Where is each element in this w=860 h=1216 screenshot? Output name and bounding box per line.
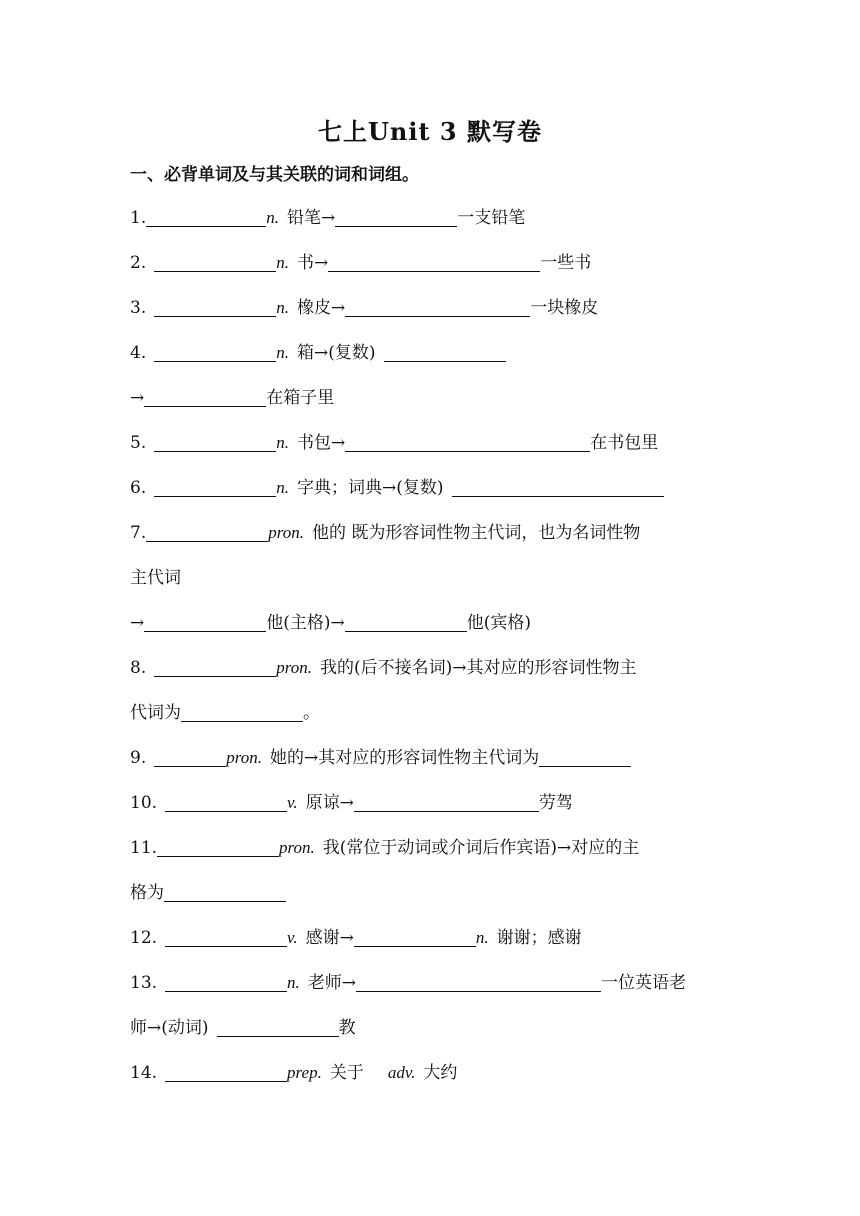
item-meaning: 关于 [329,1063,364,1083]
page-title: 七上Unit 3 默写卷 [318,117,542,146]
item-2 [130,250,591,276]
item-number: 8. [130,658,147,678]
answer-blank[interactable] [356,971,601,992]
item-meaning-cont: 代词为 [130,703,181,723]
item-8-wrap [130,700,320,726]
item-13 [130,970,686,996]
part-of-speech: pron. [279,838,315,857]
item-meaning: 他的 既为形容词性物主代词，也为名词性物 [311,523,641,543]
item-meaning: 我(常位于动词或介词后作宾语)→对应的主 [322,838,640,858]
answer-blank[interactable] [452,476,664,497]
answer-blank[interactable] [345,611,467,632]
item-number: 11. [130,838,158,858]
item-number: 13. [130,973,158,993]
item-after-text: 谢谢；感谢 [496,928,582,948]
part-of-speech: n. [276,478,289,497]
item-meaning: 老师→ [307,973,357,993]
item-4-continued [130,385,334,411]
arrow: → [130,388,145,408]
item-meaning: 书包→ [296,433,346,453]
item-number: 7. [130,523,147,543]
item-number: 4. [130,343,147,363]
item-meaning: 她的→其对应的形容词性物主代词为 [269,748,540,768]
item-meaning: 书→ [296,253,329,273]
item-after-text: 一些书 [540,253,592,273]
answer-blank[interactable] [335,206,457,227]
answer-blank[interactable] [328,251,540,272]
item-6 [130,475,664,501]
part-of-speech: v. [287,928,298,947]
item-10 [130,790,573,816]
answer-blank[interactable] [154,296,276,317]
answer-blank[interactable] [354,791,539,812]
item-11 [130,835,639,861]
part-of-speech: n. [287,973,300,992]
arrow: → [130,613,145,633]
answer-blank[interactable] [165,1061,287,1082]
item-mid-text: 他(主格)→ [266,613,345,633]
answer-blank[interactable] [146,521,268,542]
item-number: 5. [130,433,147,453]
answer-blank[interactable] [144,611,266,632]
item-meaning: 原谅→ [305,793,354,813]
item-4 [130,340,506,366]
answer-blank[interactable] [157,836,279,857]
part-of-speech: v. [287,793,298,812]
item-after-text: 一支铅笔 [457,208,526,228]
answer-blank[interactable] [165,926,287,947]
answer-blank[interactable] [154,431,276,452]
item-meaning: 箱→(复数) [296,343,376,363]
part-of-speech: n. [266,208,279,227]
answer-blank[interactable] [384,341,506,362]
item-8 [130,655,637,681]
part-of-speech: n. [276,253,289,272]
item-after-text: 在书包里 [590,433,659,453]
item-5 [130,430,658,456]
item-after-text: 大约 [423,1063,458,1083]
item-after-text: 劳驾 [538,793,573,813]
part-of-speech: n. [276,343,289,362]
answer-blank[interactable] [154,476,276,497]
item-meaning: 我的(后不接名词)→其对应的形容词性物主 [319,658,637,678]
item-after-text: 一位英语老 [601,973,687,993]
answer-blank[interactable] [354,926,476,947]
answer-blank[interactable] [181,701,303,722]
item-7 [130,520,640,546]
part-of-speech: n. [276,298,289,317]
answer-blank[interactable] [154,341,276,362]
item-meaning: 感谢→ [305,928,354,948]
item-number: 6. [130,478,147,498]
item-number: 1. [130,208,147,228]
part-of-speech: pron. [226,748,262,767]
item-meaning: 铅笔→ [286,208,336,228]
part-of-speech: pron. [268,523,304,542]
item-end-text: 。 [303,703,320,723]
part-of-speech-2: adv. [387,1063,416,1082]
item-3 [130,295,598,321]
item-13-continued [130,1015,356,1041]
item-11-wrap [130,880,286,906]
item-meaning-cont: 主代词 [130,568,181,588]
item-meaning-cont: 师→(动词) [130,1018,209,1038]
part-of-speech: pron. [276,658,312,677]
section-heading: 一、必背单词及与其关联的词和词组。 [130,165,419,185]
answer-blank[interactable] [146,206,266,227]
answer-blank[interactable] [345,296,530,317]
item-after-text: 在箱子里 [266,388,335,408]
part-of-speech-2: n. [475,928,489,947]
item-7-continued [130,610,531,636]
item-12 [130,925,582,951]
answer-blank[interactable] [345,431,590,452]
answer-blank[interactable] [165,971,287,992]
answer-blank[interactable] [154,656,276,677]
item-1 [130,205,525,231]
item-number: 12. [130,928,158,948]
answer-blank[interactable] [154,251,276,272]
part-of-speech: n. [276,433,289,452]
answer-blank[interactable] [165,791,287,812]
answer-blank[interactable] [539,746,631,767]
item-7-wrap [130,565,181,591]
item-after-text: 一块橡皮 [530,298,599,318]
part-of-speech: prep. [287,1063,322,1082]
item-after-text: 教 [338,1018,356,1038]
item-meaning: 字典；词典→(复数) [296,478,444,498]
item-meaning: 橡皮→ [296,298,346,318]
item-meaning-cont: 格为 [130,883,164,903]
answer-blank[interactable] [154,746,226,767]
answer-blank[interactable] [217,1016,339,1037]
item-number: 3. [130,298,147,318]
item-number: 9. [130,748,147,768]
item-14 [130,1060,457,1086]
item-9 [130,745,631,771]
item-number: 10. [130,793,158,813]
item-number: 14. [130,1063,158,1083]
item-number: 2. [130,253,147,273]
answer-blank[interactable] [164,881,286,902]
item-after-text: 他(宾格) [466,613,532,633]
answer-blank[interactable] [144,386,266,407]
